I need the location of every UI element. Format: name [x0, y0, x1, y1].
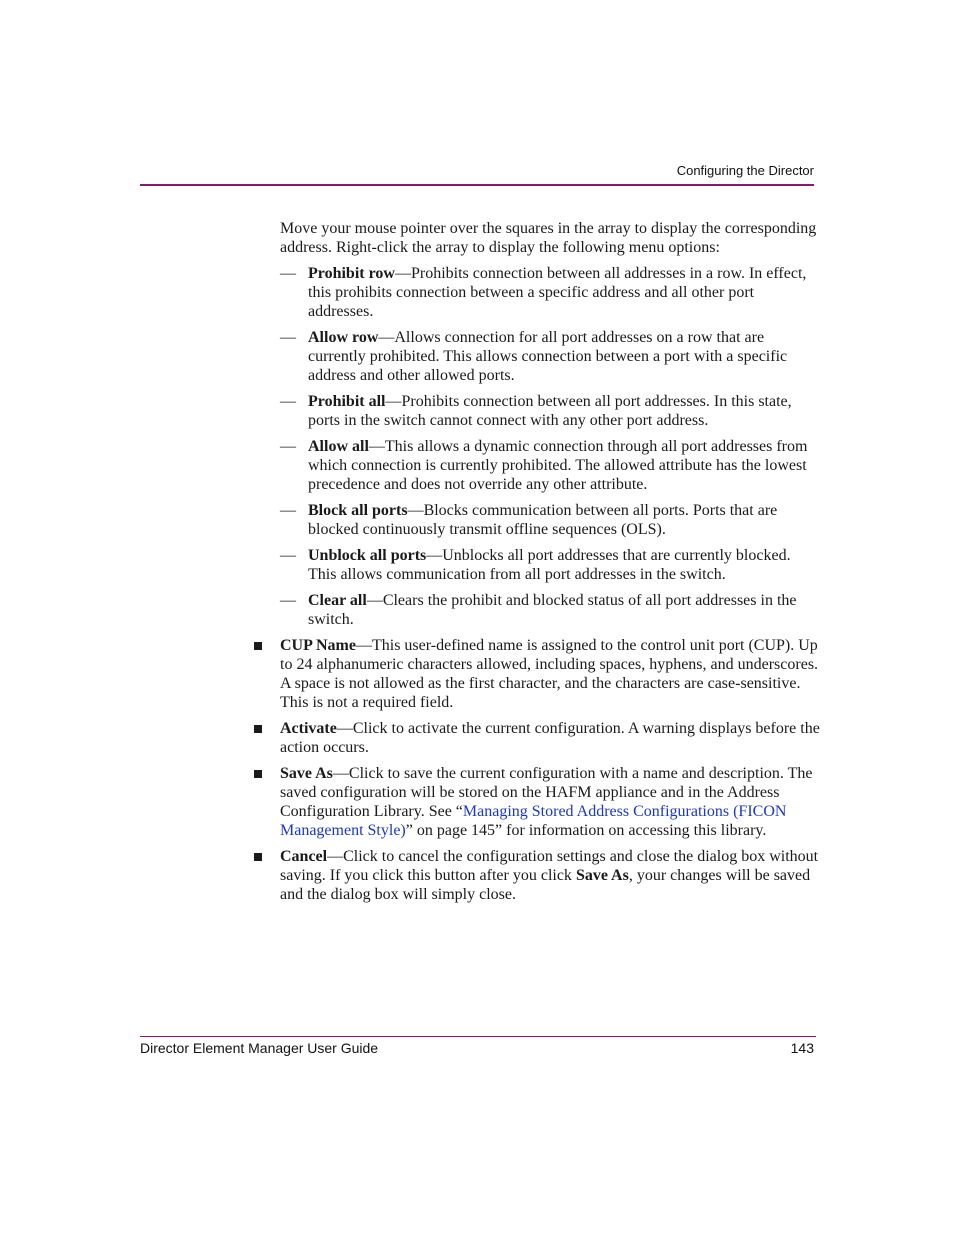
square-bullet-icon: [254, 725, 262, 733]
square-bullet-icon: [254, 770, 262, 778]
description: —Blocks communication between all ports. Ports that are blocked continuously transmit offline sequences (OLS).: [308, 502, 778, 538]
description: —Allows connection for all port addresses on a row that are currently prohibited. This allows connection between a port with a specific address and other allowed ports.: [308, 329, 788, 384]
running-header: Configuring the Director: [676, 163, 814, 178]
term: Cancel: [280, 848, 328, 865]
description: —Click to cancel the configuration settings and close the dialog box without saving. If you click this button after you click: [280, 848, 819, 884]
dash-item-allow-all: [280, 437, 820, 494]
dash-mark: —: [280, 502, 296, 519]
term: Prohibit row: [308, 265, 395, 282]
bullet-item-cancel: [280, 847, 820, 904]
inline-bold-term: Save As: [575, 867, 629, 884]
term: CUP Name: [280, 637, 356, 654]
description: —Unblocks all port addresses that are currently blocked. This allows communication from all port addresses in the switch.: [308, 547, 791, 583]
dash-item-unblock-all-ports: [280, 546, 820, 584]
bullet-item-save-as: [280, 764, 820, 840]
footer-guide-title: Director Element Manager User Guide: [140, 1040, 379, 1056]
term: Save As: [280, 765, 333, 782]
term: Activate: [280, 720, 337, 737]
dash-mark: —: [280, 438, 296, 455]
square-bullet-icon: [254, 853, 262, 861]
dash-mark: —: [280, 592, 296, 609]
term: Clear all: [308, 592, 367, 609]
term: Allow row: [308, 329, 379, 346]
dash-item-clear-all: [280, 591, 820, 629]
description: —Prohibits connection between all port addresses. In this state, ports in the switch cannot connect with any other port address.: [308, 393, 792, 429]
dialog-fields-list: [280, 636, 820, 904]
bullet-item-cup-name: [280, 636, 820, 712]
square-bullet-icon: [254, 642, 262, 650]
dash-item-prohibit-all: [280, 392, 820, 430]
managing-stored-configurations-link[interactable]: Managing Stored Address Configurations (FICON Management Style): [280, 803, 787, 839]
description: —Click to activate the current configuration. A warning displays before the action occurs.: [280, 720, 820, 756]
description: —This allows a dynamic connection through all port addresses from which connection is currently prohibited. The allowed attribute has the lowest precedence and does not override any other attribute.: [308, 438, 808, 493]
term: Allow all: [308, 438, 369, 455]
footer-rule: [140, 1036, 816, 1037]
menu-options-list: [280, 264, 820, 629]
dash-item-allow-row: [280, 328, 820, 385]
description: —Prohibits connection between all addresses in a row. In effect, this prohibits connection between a specific address and all other port addresses.: [308, 265, 807, 320]
dash-mark: —: [280, 547, 296, 564]
description-end: ” on page 145” for information on accessing this library.: [405, 822, 767, 839]
dash-mark: —: [280, 329, 296, 346]
description-end: , your changes will be saved and the dialog box will simply close.: [280, 867, 811, 903]
header-rule: [140, 184, 814, 186]
term: Prohibit all: [308, 393, 386, 410]
dash-mark: —: [280, 393, 296, 410]
bullet-item-activate: [280, 719, 820, 757]
intro-paragraph: Move your mouse pointer over the squares in the array to display the corresponding address. Right-click the array to display the following menu options:: [280, 220, 817, 256]
description: —Click to save the current configuration with a name and description. The saved configuration will be stored on the HAFM appliance and in the Address Configuration Library. See “: [280, 765, 813, 820]
dash-item-block-all-ports: [280, 501, 820, 539]
dash-mark: —: [280, 265, 296, 282]
page-number: 143: [790, 1040, 814, 1056]
page-body: [280, 219, 820, 911]
description: —Clears the prohibit and blocked status of all port addresses in the switch.: [308, 592, 797, 628]
dash-item-prohibit-row: [280, 264, 820, 321]
description: —This user-defined name is assigned to the control unit port (CUP). Up to 24 alphanumeric characters allowed, including spaces, hyphens, and underscores. A space is not allowed as the first character, and the characters are case-sensitive. This is not a required field.: [280, 637, 819, 711]
term: Block all ports: [308, 502, 408, 519]
term: Unblock all ports: [308, 547, 427, 564]
